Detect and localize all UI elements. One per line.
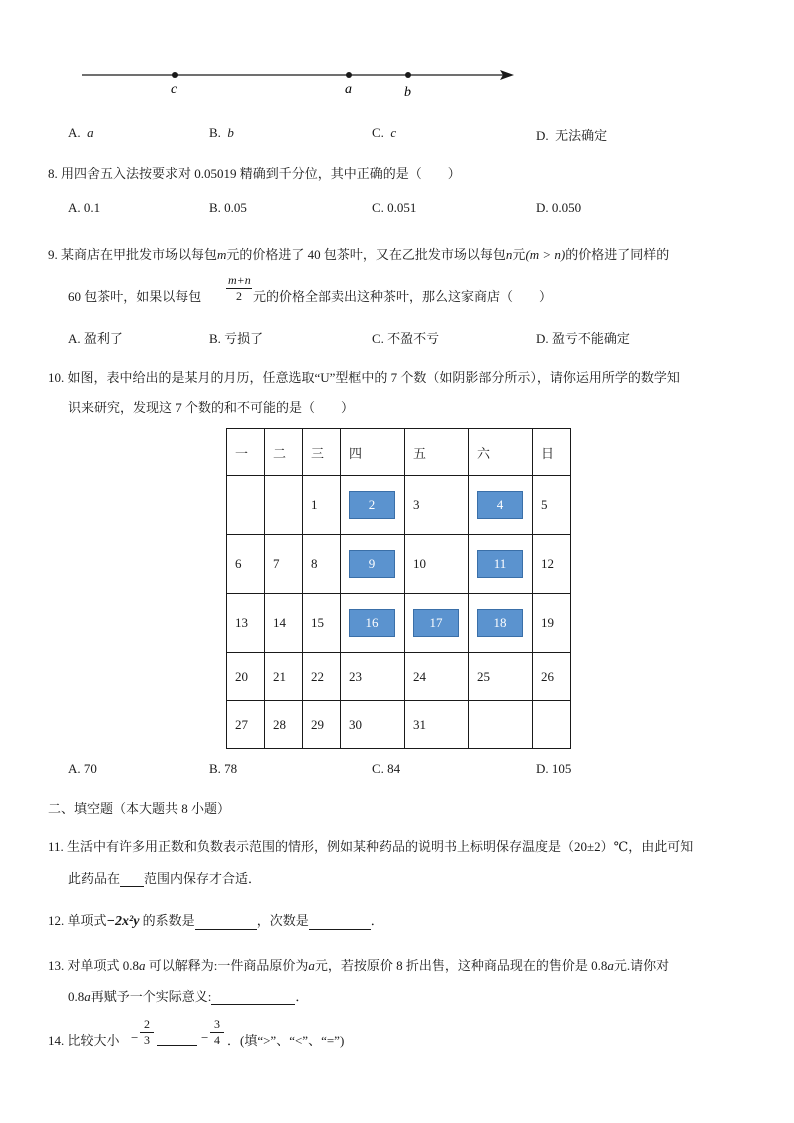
q11-line2-end: 范围内保存才合适． bbox=[144, 871, 262, 886]
number-line-figure bbox=[70, 58, 530, 102]
point-b bbox=[405, 72, 411, 78]
calendar-cell: 8 bbox=[303, 535, 341, 594]
q14-answer-blank[interactable] bbox=[157, 1031, 197, 1046]
q12-mid2: ，次数是 bbox=[256, 913, 309, 928]
calendar-cell bbox=[533, 701, 571, 749]
q9-line1-part-a: 9. 某商店在甲批发市场以每包 bbox=[48, 247, 218, 262]
section2-title: 二、填空题（本大题共 8 小题） bbox=[48, 801, 231, 816]
q7-option-c-text: c bbox=[390, 125, 397, 140]
q12-line bbox=[48, 910, 384, 930]
calendar-cell: 24 bbox=[405, 653, 469, 701]
q14-fraction-left bbox=[140, 1017, 154, 1048]
q8-option-c[interactable]: C. 0.051 bbox=[372, 200, 417, 215]
calendar-cell bbox=[405, 594, 469, 653]
q7-option-b-prefix: B. bbox=[209, 125, 221, 140]
q10-line1: 10. 如图，表中给出的是某月的月历，任意选取“U”型框中的 7 个数（如阴影部分所示），请你运用所学的数学知 bbox=[48, 370, 680, 385]
calendar-shaded-cell: 16 bbox=[349, 609, 395, 637]
calendar-cell: 7 bbox=[265, 535, 303, 594]
q12-end: ． bbox=[370, 913, 384, 928]
calendar-shaded-cell: 2 bbox=[349, 491, 395, 519]
q14-minus-sign: − bbox=[201, 1030, 209, 1045]
label-c: c bbox=[171, 82, 178, 97]
q13-line1-part-a: 13. 对单项式 0.8 bbox=[48, 958, 140, 973]
q9-line2-start: 60 包茶叶，如果以每包 bbox=[68, 289, 202, 304]
q14-prefix: 14. 比较大小 bbox=[48, 1033, 120, 1048]
calendar-row bbox=[227, 476, 571, 535]
calendar-cell: 5 bbox=[533, 476, 571, 535]
q9-option-d[interactable]: D. 盈亏不能确定 bbox=[536, 331, 630, 346]
calendar-header-cell: 二 bbox=[265, 429, 303, 476]
q10-option-a[interactable]: A. 70 bbox=[68, 761, 97, 776]
point-c bbox=[172, 72, 178, 78]
q8-option-a[interactable]: A. 0.1 bbox=[68, 200, 101, 215]
calendar-cell: 25 bbox=[469, 653, 533, 701]
calendar-header-cell: 四 bbox=[341, 429, 405, 476]
q9-fraction-numerator: m+n bbox=[228, 273, 251, 287]
q14-fraction-left-numerator: 2 bbox=[140, 1017, 154, 1033]
label-a: a bbox=[345, 82, 352, 97]
label-b: b bbox=[404, 85, 411, 100]
calendar-cell bbox=[469, 535, 533, 594]
q7-option-d-prefix: D. bbox=[536, 128, 549, 143]
calendar-cell bbox=[341, 476, 405, 535]
calendar-cell: 3 bbox=[405, 476, 469, 535]
q14-fraction-right bbox=[210, 1017, 224, 1048]
calendar-cell bbox=[469, 476, 533, 535]
q11-line1: 11. 生活中有许多用正数和负数表示范围的情形，例如某种药品的说明书上标明保存温度是（20±2）℃，由此可知 bbox=[48, 839, 694, 854]
q7-option-b-text: b bbox=[227, 125, 234, 140]
q13-var-a: a bbox=[607, 958, 614, 973]
calendar-cell: 27 bbox=[227, 701, 265, 749]
q7-option-a[interactable] bbox=[68, 125, 94, 141]
calendar-cell: 13 bbox=[227, 594, 265, 653]
calendar-cell: 20 bbox=[227, 653, 265, 701]
q11-answer-blank[interactable] bbox=[120, 872, 144, 887]
q10-option-d[interactable]: D. 105 bbox=[536, 761, 572, 776]
calendar-shaded-cell: 9 bbox=[349, 550, 395, 578]
calendar-cell: 6 bbox=[227, 535, 265, 594]
calendar-cell: 26 bbox=[533, 653, 571, 701]
q11-line2-start: 此药品在 bbox=[68, 871, 121, 886]
calendar-shaded-cell: 11 bbox=[477, 550, 523, 578]
calendar-header-cell: 一 bbox=[227, 429, 265, 476]
q9-option-c[interactable]: C. 不盈不亏 bbox=[372, 331, 440, 346]
calendar-header-row bbox=[227, 429, 571, 476]
q9-line1 bbox=[48, 244, 669, 263]
q12-degree-blank[interactable] bbox=[309, 915, 371, 930]
calendar-cell: 29 bbox=[303, 701, 341, 749]
q10-option-c[interactable]: C. 84 bbox=[372, 761, 401, 776]
q9-var-m: m bbox=[217, 247, 227, 262]
q7-option-c[interactable] bbox=[372, 125, 396, 141]
calendar-shaded-cell: 18 bbox=[477, 609, 523, 637]
q14-minus-sign: − bbox=[131, 1030, 139, 1045]
q11-line2 bbox=[68, 868, 261, 887]
q12-expression: −2x²y bbox=[106, 914, 140, 929]
q13-line1 bbox=[48, 955, 669, 974]
q9-condition: (m > n) bbox=[525, 247, 566, 262]
calendar-cell: 15 bbox=[303, 594, 341, 653]
calendar-header-cell: 日 bbox=[533, 429, 571, 476]
point-a bbox=[346, 72, 352, 78]
q13-var-a: a bbox=[139, 958, 146, 973]
q13-line2-end: ． bbox=[295, 989, 309, 1004]
q9-line1-part-d: 的价格进了同样的 bbox=[565, 247, 670, 262]
q9-option-a[interactable]: A. 盈利了 bbox=[68, 331, 123, 346]
calendar-cell: 19 bbox=[533, 594, 571, 653]
q10-line2: 识来研究，发现这 7 个数的和不可能的是（ ） bbox=[68, 400, 355, 415]
calendar-cell: 23 bbox=[341, 653, 405, 701]
calendar-cell: 10 bbox=[405, 535, 469, 594]
q10-option-b[interactable]: B. 78 bbox=[209, 761, 238, 776]
calendar-header-cell: 五 bbox=[405, 429, 469, 476]
q14-fraction-right-numerator: 3 bbox=[210, 1017, 224, 1033]
calendar-cell bbox=[341, 594, 405, 653]
calendar-row bbox=[227, 653, 571, 701]
calendar-cell bbox=[341, 535, 405, 594]
q9-fraction-denominator: 2 bbox=[236, 289, 242, 303]
q7-option-c-prefix: C. bbox=[372, 125, 384, 140]
q13-line2-part-b: 再赋予一个实际意义: bbox=[90, 989, 212, 1004]
calendar-shaded-cell: 4 bbox=[477, 491, 523, 519]
q13-line2-part-a: 0.8 bbox=[68, 989, 85, 1004]
q7-option-a-prefix: A. bbox=[68, 125, 81, 140]
q7-option-d[interactable] bbox=[536, 125, 607, 144]
q9-line1-part-b: 元的价格进了 40 包茶叶，又在乙批发市场以每包 bbox=[226, 247, 506, 262]
q13-line1-part-b: 可以解释为:一件商品原价为 bbox=[145, 958, 309, 973]
calendar-header-cell: 三 bbox=[303, 429, 341, 476]
q9-var-n: n bbox=[505, 247, 513, 262]
q13-var-a: a bbox=[308, 958, 315, 973]
q8-option-b[interactable]: B. 0.05 bbox=[209, 200, 247, 215]
q14-fraction-left-denominator: 3 bbox=[144, 1033, 150, 1047]
q14-suffix: ．(填“>”、“<”、“=”) bbox=[227, 1033, 345, 1048]
q12-coefficient-blank[interactable] bbox=[195, 915, 257, 930]
calendar-shaded-cell: 17 bbox=[413, 609, 459, 637]
q13-var-a: a bbox=[84, 989, 91, 1004]
q14-fraction-right-denominator: 4 bbox=[214, 1033, 220, 1047]
q13-line2 bbox=[68, 986, 308, 1005]
q7-option-d-text: 无法确定 bbox=[555, 128, 608, 143]
calendar-header-cell: 六 bbox=[469, 429, 533, 476]
q7-option-b[interactable] bbox=[209, 125, 234, 141]
calendar-cell: 22 bbox=[303, 653, 341, 701]
q9-line1-part-c: 元 bbox=[512, 247, 526, 262]
calendar-cell: 30 bbox=[341, 701, 405, 749]
calendar-cell bbox=[265, 476, 303, 535]
q8-question: 8. 用四舍五入法按要求对 0.05019 精确到千分位，其中正确的是（ ） bbox=[48, 166, 461, 181]
q8-option-d[interactable]: D. 0.050 bbox=[536, 200, 582, 215]
calendar-cell: 21 bbox=[265, 653, 303, 701]
calendar-row bbox=[227, 535, 571, 594]
q13-line1-part-d: 元.请你对 bbox=[613, 958, 670, 973]
q13-answer-blank[interactable] bbox=[211, 990, 295, 1005]
calendar-cell bbox=[469, 594, 533, 653]
calendar-row bbox=[227, 594, 571, 653]
q13-line1-part-c: 元，若按原价 8 折出售，这种商品现在的售价是 0.8 bbox=[314, 958, 608, 973]
q7-option-a-text: a bbox=[87, 125, 94, 140]
q9-fraction bbox=[226, 273, 252, 304]
calendar-row bbox=[227, 701, 571, 749]
q12-prefix: 12. 单项式 bbox=[48, 913, 107, 928]
calendar-cell bbox=[227, 476, 265, 535]
q9-line2-end: 元的价格全部卖出这种茶叶，那么这家商店（ ） bbox=[253, 289, 553, 304]
calendar-cell: 14 bbox=[265, 594, 303, 653]
q12-mid: 的系数是 bbox=[142, 913, 195, 928]
calendar-table bbox=[226, 428, 571, 749]
calendar-cell bbox=[469, 701, 533, 749]
calendar-cell: 12 bbox=[533, 535, 571, 594]
calendar-cell: 1 bbox=[303, 476, 341, 535]
calendar-cell: 28 bbox=[265, 701, 303, 749]
calendar-cell: 31 bbox=[405, 701, 469, 749]
q9-option-b[interactable]: B. 亏损了 bbox=[209, 331, 264, 346]
